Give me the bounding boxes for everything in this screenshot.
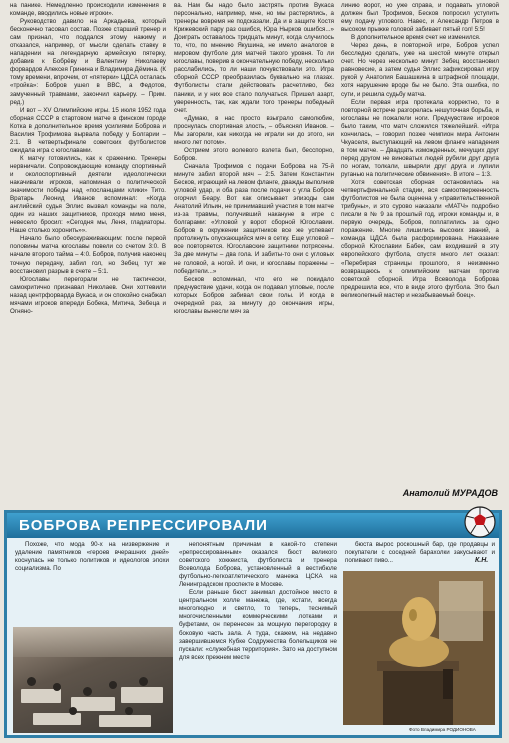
article-column-2	[174, 2, 334, 505]
paragraph: Если раньше бюст занимал достойное место в центральном холле манежа, где, кстати, всегда многолюдно и светло, то теперь, теснимый многочисленными коммерческими лотками и буфетами, он перенесен за мощную перегородку в боковую часть зала. А туда, скажем, на недавно завершившемся Кубке Содружества болельщиков не пускали: «служебная территория». Зато на доступном для всех прежнем месте	[179, 589, 337, 661]
sidebar-banner	[7, 513, 499, 538]
article-column-3	[341, 2, 499, 487]
paragraph: Похоже, что мода 90-х на низвержение и удаление памятников «героев вчерашних дней» коснулась не только политиков и идеологов эпохи социализма. По	[15, 541, 169, 573]
photo-manege-hall	[13, 627, 173, 733]
photo-credit: Фото Владимира РОДИОНОВА	[409, 727, 476, 732]
paragraph: Через день, в повторной игре, Бобров успел бесследно сделать, уже на шестой минуте открыл счет. Но через несколько минут Зебец восстановил равновесие, а затем судья Эллис зафиксировал игру рукой у Анатолия Башашкина в штрафной площади, хотя нарушение вроде бы не было. Эта ошибка, по сути, и решила судьбу матча.	[341, 42, 499, 98]
paragraph: непонятным причинам в какой-то степени «репрессированным» оказался бюст великого советского хоккеиста, футболиста и тренера Всеволода Боброва, установленный в вестибюле футбольно-легкоатлетического манежа ЦСКА на Ленинградском проспекте в Москве.	[179, 541, 337, 589]
paragraph: В дополнительное время счет не изменился.	[351, 34, 481, 42]
sidebar-title: БОБРОВА РЕПРЕССИРОВАЛИ	[19, 517, 268, 534]
paragraph: Бесков вспоминал, что его не покидало предчувствие удачи, когда он подавал угловые, после которых Бобров забивал свои голы. И когда в очередной раз, за минуту до окончания игры, югославы вынесли мяч за	[174, 275, 334, 315]
paragraph: Югославы перегорали не тактически, самокритично признавал Николаев. Они хоттевили назад центрфорварда Вукаса, и он спокойно снабжал мячами игроков впереди Бобека, Митича, Зебеца и Огняно-	[10, 275, 166, 315]
sidebar-column-2	[179, 541, 337, 735]
sidebar-box	[4, 510, 502, 738]
photo-bobrov-bust	[343, 571, 495, 725]
football-icon	[463, 505, 497, 539]
paragraph: «Думаю, в нас просто взыграло самолюбие, проснулась спортивная злость, – объяснял Иванов. – Мы загорели, как никогда не играли ни до этого, ни много лет потом».	[174, 114, 334, 146]
paragraph: линию ворот, но уже справа, и подавать угловой должен был Трофимов, Бесков попросил уступить ему подачу углового. Навес, и Александр Петров в высоком прыжке головой забивает пятый гол! 5:5!	[341, 2, 499, 34]
paragraph: Сначала Трофимов с подачи Боброва на 75-й минуте забил второй мяч – 2:5. Затем Константин Бесков, играющий на левом фланге, дважды выполнив угловой удар, и оба раза после подачи с угла Бобров огорчил Беару. Вот как описывает эпизоды сам Анатолий Ильин, не принимавший участия в том матче из-за травмы, получивший накануне в игре с болгарами: «Угловой у ворот сборной Югославии. Бобров в окружении защитников все же успевает протолкнуть опускающийся мяч в сетку. Еще угловой – все повторяется. Югославские защитники потрясены. За две минуты – два гола. И забиты-то они с угловых не головой, а ногой. И они, и югославы поражены – победители...»	[174, 162, 334, 275]
sidebar-signature: К.Н.	[475, 557, 489, 564]
paragraph: И вот – XV Олимпийские игры. 15 июля 1952 года сборная СССР в стартовом матче в финском городе Котка в дополнительное время усилиями Боброва и Василия Трофимова вырвала победу у Болгарии – 2:1. В четвертьфинале советских футболистов ожидала игра с югославами.	[10, 106, 166, 154]
author-byline: Анатолий МУРАДОВ	[402, 488, 498, 498]
paragraph: ва. Нам бы надо было застрять против Вукаса персонально, например, мне, но мы растерялись, а тренеры вовремя не подсказали. Да и в защите Костя Крижевский пару раз ошибся, Юра Нырков ошибся...» Доиграть оставалось тридцать минут, когда случилось то, что, по мнению Якушина, не имело аналогов в мировом футболе для матчей такого уровня. То ли югославы, поверив в окончательную победу, несколько расслабились, то ли наши почувствовали это. Игра сборной СССР преобразилась буквально на глазах. Футболисты стали действовать расчетливо, без паники, и у них все стало получаться. Пришел азарт, уверенность, так, как ждали того тренеры победный счет.	[174, 2, 334, 114]
article-column-1	[10, 2, 166, 505]
paragraph: бюста вырос роскошный бар, где продавцы и покупатели с соседней барахолки закусывают и попивают пиво...	[345, 541, 495, 565]
paragraph: Если первая игра протекала корректно, то в повторной встрече разгорелась нешуточная борьба, и югославы не пожалели ноги. Предчувствие игроков было таким, что матч сложился тяжелейший. «Игра кончилась, – говорил позже чемпион мира Антонин Чкуаселя, выступающий на левом фланге нападения в том матче. – Двадцать изможденных, мечущих друг перед другом не виноватых людей рубили друг друга по ногам, толкали, швыряли друг друга и лупили руганью на политические обвинения». В итоге – 1:3.	[341, 98, 499, 178]
paragraph: Начало было обескураживающим: после первой половины матча югославы повели со счетом 3:0. В начале второго тайма – 4:0. Бобров, получив наконец точную передачу, забил гол, но Зебец тут же восстановил разрыв в счете – 5:1.	[10, 235, 166, 275]
paragraph: на панике. Немедленно происходили изменения в команде, вводились новые игроки».	[10, 2, 166, 18]
paragraph: Острием этого волевого взлета был, бесспорно, Бобров.	[174, 146, 334, 162]
paragraph: К матчу готовились, как к сражению. Тренеры нервничали. Сопровождающие команду спортивный и околоспортивный деятели идеологически накачивали игроков, напоминая о политической значимости победы над «посланцами клики» Тито. Вратарь Леонид Иванов вспоминал: «Когда английский судья Эллис вызвал команды на поле, один из наших защитников, проходя мимо меня, невесело бросил: «Сегодня мы, Леня, гладиаторы. Наше столько хоронить»».	[10, 154, 166, 235]
sidebar-column-1	[15, 541, 169, 625]
paragraph: Руководство давило на Аркадьева, который бесконечно тасовал состав. Позже старший тренер и сам признал, что поддался этому нажиму и отказался, например, от мысли сделать ставку в нападении на легендарную армейскую пятерку, добавив к Бобрёву и Валентину Николаеву форвардов Алексея Гринина и Владимира Дёмина. (К тому времени, впрочем, от «пятерки» ЦДСА осталась «тройка»: Бобров ушел в ВВС, а Федотов, замученный травмами, закончил карьеру. – Прим. ред.)	[10, 18, 166, 106]
paragraph: Хотя советская сборная остановилась на четвертьфинальной стадии, вся самоотверженность футболистов не была оценена у «правительственной трибуны», и это сурово наказали «МАТЧ» подробно писали в № 9 за прошлый год, игроки команды и, в первую очередь, Бобров, поплатились за одно поражение. Многие лишились высоких званий, а команда ЦДСА была расформирована. Наказание сборной Югославии Бабек, сам входивший в эту европейского футбола, спустя много лет сказал: «Перебирая страницы прошлого, я неизменно возвращаюсь к олимпийским матчам против советской сборной. Игра Всеволода Боброва предрешила все, что в виде этого футбола. Это был великолепный мастер и незабываемый боец».	[341, 179, 499, 299]
